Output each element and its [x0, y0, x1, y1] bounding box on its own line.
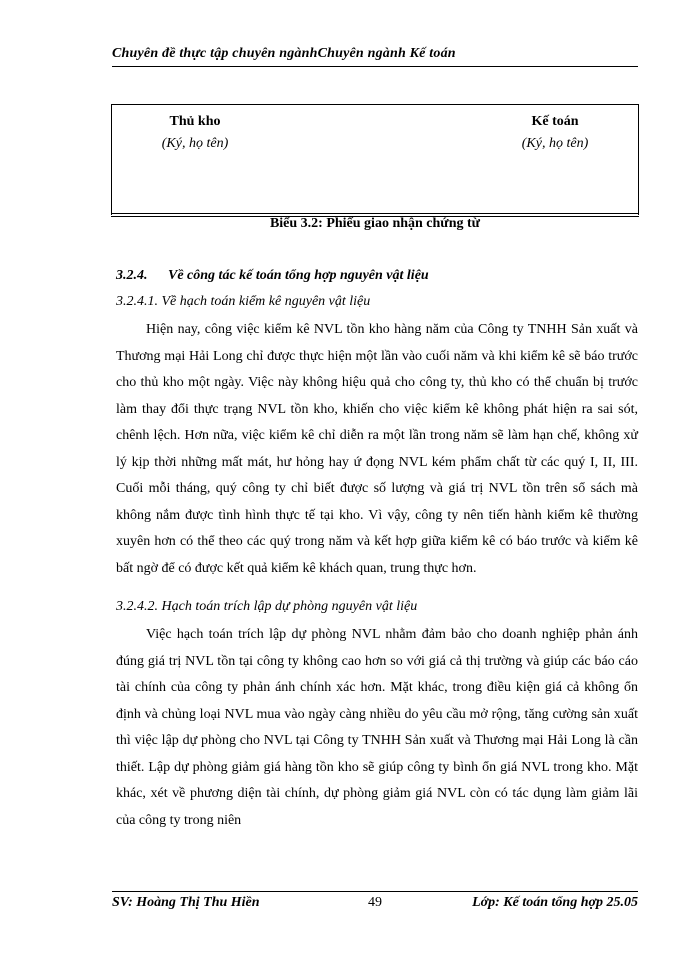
paragraph-1-text: Hiện nay, công việc kiểm kê NVL tồn kho hàng năm của Công ty TNHH Sản xuất và Thương mại Hải Long chỉ được thực hiện một lần vào cuối năm và khi kiểm kê sẽ báo trước cho thủ kho một ngày. Việc này không hiệu quả cho công ty, thủ kho có thể chuẩn bị trước làm thay đổi thực trạng NVL tồn kho, khiến cho việc kiểm kê không phát hiện ra sai sót, chênh lệch. Hơn nữa, việc kiểm kê chỉ diễn ra một lần trong năm sẽ làm hạn chế, không xử lý kịp thời những mất mát, hư hỏng hay ứ đọng NVL kém phẩm chất từ các quý I, II, III. Cuối mỗi tháng, quý công ty chỉ biết được số lượng và giá trị NVL tồn trên sổ sách mà không nắm được tình hình thực tế tại kho. Vì vậy, công ty nên tiến hành kiểm kê thường xuyên hơn có thể theo các quý trong năm và kết hợp giữa kiểm kê có báo trước và kiểm kê bất ngờ để có được kết quả kiểm kê khách quan, trung thực hơn. [116, 322, 638, 576]
section-number: 3.2.4. [116, 268, 148, 283]
footer-student: SV: Hoàng Thị Thu Hiền [112, 895, 260, 910]
page-number: 49 [368, 895, 382, 910]
paragraph-1 [116, 317, 638, 582]
section-title: Về công tác kế toán tổng hợp nguyên vật liệu [168, 268, 429, 283]
signature-accountant-note: (Ký, họ tên) [521, 136, 589, 151]
subsection-heading-1: 3.2.4.1. Về hạch toán kiểm kê nguyên vật liệu [116, 294, 371, 309]
footer-class: Lớp: Kế toán tổng hợp 25.05 [472, 895, 638, 910]
section-heading [116, 268, 429, 284]
header-rule [112, 66, 638, 67]
footer-rule [112, 891, 638, 892]
table-caption: Biểu 3.2: Phiếu giao nhận chứng từ [269, 216, 481, 231]
signature-storekeeper-title: Thủ kho [169, 114, 221, 129]
page-header: Chuyên đề thực tập chuyên ngànhChuyên ngành Kế toán [112, 46, 456, 61]
signature-box-bottom-rule [111, 213, 639, 214]
signature-accountant-title: Kế toán [531, 114, 579, 129]
paragraph-2 [116, 622, 638, 834]
signature-storekeeper-note: (Ký, họ tên) [161, 136, 229, 151]
subsection-heading-2: 3.2.4.2. Hạch toán trích lập dự phòng nguyên vật liệu [116, 599, 418, 614]
signature-accountant [500, 114, 610, 152]
signature-storekeeper [140, 114, 250, 152]
paragraph-2-text: Việc hạch toán trích lập dự phòng NVL nhằm đảm bảo cho doanh nghiệp phản ánh đúng giá trị NVL tồn tại công ty không cao hơn so với giá cả thị trường và giúp các báo cáo tài chính của công ty phản ánh chính xác hơn. Mặt khác, trong điều kiện giá cả không ổn định và chủng loại NVL mua vào ngày càng nhiều do yêu cầu mở rộng, tăng cường sản xuất thì việc lập dự phòng cho NVL tại Công ty TNHH Sản xuất và Thương mại Hải Long là cần thiết. Lập dự phòng giảm giá hàng tồn kho sẽ giúp công ty bình ổn giá NVL trong kho. Mặt khác, xét về phương diện tài chính, dự phòng giảm giá NVL còn có tác dụng làm giảm lãi của công ty trong niên [116, 627, 638, 828]
